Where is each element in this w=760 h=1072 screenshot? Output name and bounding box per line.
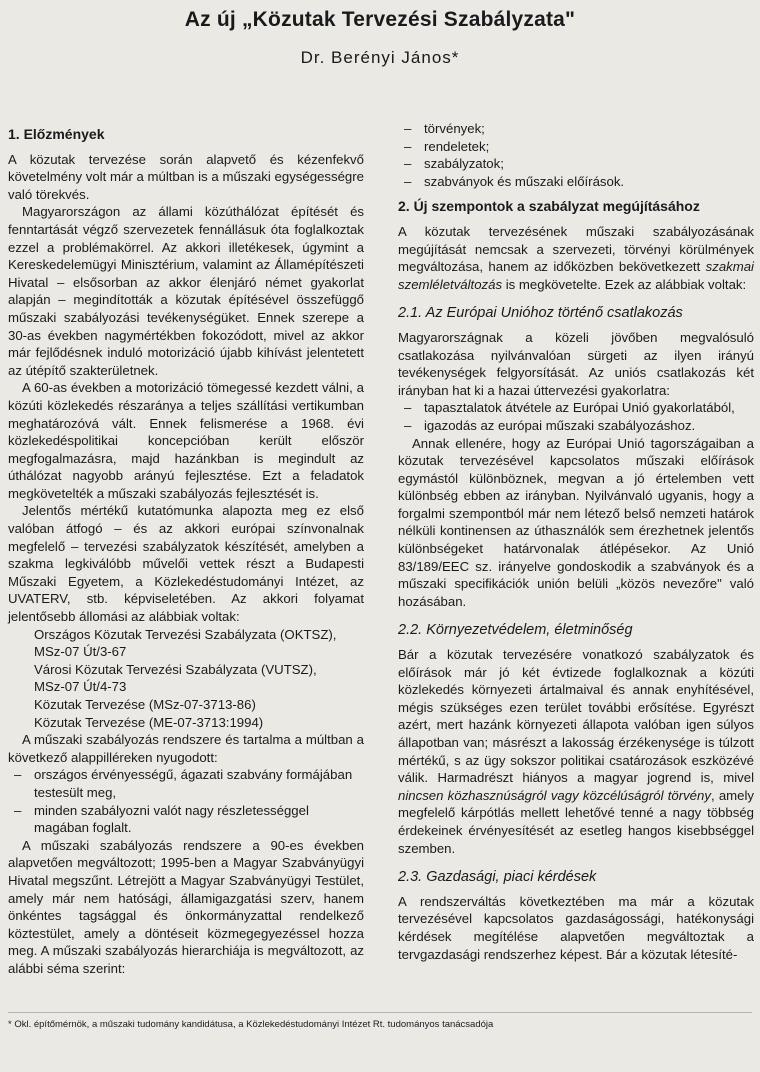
standard-item: Közutak Tervezése (ME-07-3713:1994) — [34, 714, 264, 730]
footnote-divider — [8, 1012, 752, 1013]
article-title: Az új „Közutak Tervezési Szabályzata" — [184, 8, 576, 31]
paragraph: Annak ellenére, hogy az Európai Unió tagországaiban a közutak tervezésével kapcsolatos műszaki előírások egymástól különböznek, megvan a jó értelemben vett különbség ebben az irányban. Nyilvánvaló ugyanis, hogy a forgalmi szempontból már nem létező belső nemzeti határok nélküli kontinensen az úthasználók sem érezhetnek jelentős különbségeket határvonalak átlépésekor. Az Unió 83/189/EEC sz. irányelve gondoskodik a szabványok és a műszaki specifikációk unión belüli „közös nevezőre" való hozásában. — [398, 435, 754, 609]
list-item: – törvények; — [398, 120, 754, 138]
subsection-heading: 2.3. Gazdasági, piaci kérdések — [398, 869, 597, 886]
dash-list — [8, 766, 364, 836]
left-column — [8, 126, 364, 978]
list-item: – országos érvényességű, ágazati szabvány formájában testesült meg, — [8, 766, 364, 801]
paragraph: A rendszerváltás következtében ma már a közutak tervezésével kapcsolatos gazdaságossági, hatékonysági kérdések megítélése alapvetően megváltoztak a tervgazdasági rendszerhez képest. Bár a közutak létesíté- — [398, 893, 754, 962]
article-author: Dr. Berényi János* — [300, 48, 460, 67]
paragraph: Magyarországon az állami közúthálózat építését és fenntartását végző szervezetek fennállásuk óta foglalkoztak ezzel a problémakörrel. Az akkori illetékesek, úgymint a Kereskedelemügyi Minisztérium, valamint az Államépítészeti Hivatal – elsősorban az akkor élenjáró német gyakorlat alapján – megindították a közutak építésével összefüggő műszaki szabályozási tevékenységüket. Ennek szerepe a 30-as években nagymértékben fokozódott, mivel az akkor már fejlődésnek induló motorizáció újabb kihívást jelentetett az útépítő szakterületnek. — [8, 204, 364, 378]
emphasis: nincsen közhasznúságról vagy közcélúságról törvény — [398, 787, 711, 803]
paragraph: Magyarországnak a közeli jövőben megvalósuló csatlakozása nyilvánvalóan sürgeti az ilyen irányú tevékenységek felgyorsítását. Az uniós csatlakozás két irányban hat ki a hazai úttervezési gyakorlatra: — [398, 329, 754, 398]
paragraph: A közutak tervezése során alapvető és kézenfekvő követelmény volt már a múltban is a műszaki egységességre való törekvés. — [8, 151, 364, 202]
paragraph: Jelentős mértékű kutatómunka alapozta meg ez első valóban átfogó – és az akkori európai színvonalnak megfelelő – tervezési szabályzatok készítését, amelyben a szakma legkiválóbb művelői vettek részt a Budapesti Műszaki Egyetem, a Közlekedéstudományi Intézet, az UVATERV, stb. képviseletében. Az akkori folyamat jelentősebb állomási az alábbiak voltak: — [8, 503, 364, 625]
subsection-heading: 2.1. Az Európai Unióhoz történő csatlakozás — [398, 305, 683, 322]
list-item: – rendeletek; — [398, 138, 754, 156]
footnote: * Okl. építőmérnök, a műszaki tudomány kandidátusa, a Közlekedéstudományi Intézet Rt. tudományos tanácsadója — [8, 1019, 494, 1030]
dash-list — [398, 399, 754, 434]
standard-code: MSz-07 Út/3-67 — [34, 644, 127, 660]
paragraph: A műszaki szabályozás rendszere és tartalma a múltban a következő alappilléreken nyugodott: — [8, 732, 364, 765]
paragraph: Bár a közutak tervezésére vonatkozó szabályzatok és előírások már jó két évtizede foglalkoznak a közúti közlekedés környezeti ártalmaival és annak enyhítésével, mégis szükséges ezen terület további erősítése. Egyrészt azért, mert hazánk környezeti állapota valóban igen súlyos állapotban van; másrészt a lakosság érzékenysége is túlzott mértékű, s az ügy sokszor politikai csatározások eszközévé válik. Harmadrészt hiányos a magyar jogrend is, mivel nincsen közhasznúságról vagy közcélúságról törvény, amely megfelelő kárpótlás mellett lehetővé tenné a nagy többség érdekeinek érvényesítését az esetleg hangos kisebbséggel szemben. — [398, 647, 754, 856]
section-heading-2: 2. Új szempontok a szabályzat megújításához — [398, 198, 700, 215]
standard-item: Városi Közutak Tervezési Szabályzata (VUTSZ), — [34, 661, 317, 677]
dash-list — [398, 120, 754, 190]
standard-item: Közutak Tervezése (MSz-07-3713-86) — [34, 697, 256, 712]
paragraph: A műszaki szabályozás rendszere a 90-es években alapvetően megváltozott; 1995-ben a Magyar Szabványügyi Hivatal megszűnt. Létrejött a Magyar Szabványügyi Testület, amely már nem hatósági, államigazgatási szerv, hanem önkéntes tagsággal és önkormányzattal rendelkező köztestület, amely a döntéseit közmegegyezéssel hozza meg. A műszaki szabályozás hierarchiája is megváltozott, az alábbi séma szerint: — [8, 837, 364, 976]
list-item: – minden szabályozni valót nagy részletességgel magában foglalt. — [8, 802, 364, 837]
right-column — [398, 120, 754, 963]
paragraph: A közutak tervezésének műszaki szabályozásának megújítását nemcsak a szervezeti, törvényi körülmények megváltozása, hanem az időközben bekövetkezett szakmai szemléletváltozás is megkövetelte. Ezek az alábbiak voltak: — [398, 223, 754, 292]
list-item: – szabályzatok; — [398, 155, 754, 173]
emphasis: szakmai szemléletváltozás — [398, 259, 754, 292]
paragraph: A 60-as években a motorizáció tömegessé kezdett válni, a közúti közlekedés részaránya a teljes szállítási vertikumban meghatározóvá vált. Ennek felismerése a 1968. évi közlekedéspolitikai koncepcióban került először megfogalmazásra, majd hazánkban is megindult az úthálózat nagyobb arányú fejlesztése. Ezt a feladatok megkövetelték a műszaki szabályozás fejlesztését is. — [8, 380, 364, 501]
standard-item: Országos Közutak Tervezési Szabályzata (OKTSZ), — [34, 626, 337, 642]
list-item: – igazodás az európai műszaki szabályozáshoz. — [398, 417, 754, 435]
list-item: – szabványok és műszaki előírások. — [398, 173, 754, 191]
subsection-heading: 2.2. Környezetvédelem, életminőség — [398, 622, 633, 639]
section-heading-1: 1. Előzmények — [8, 126, 105, 142]
standard-code: MSz-07 Út/4-73 — [34, 679, 127, 695]
list-item: – tapasztalatok átvétele az Európai Unió gyakorlatából, — [398, 399, 754, 417]
